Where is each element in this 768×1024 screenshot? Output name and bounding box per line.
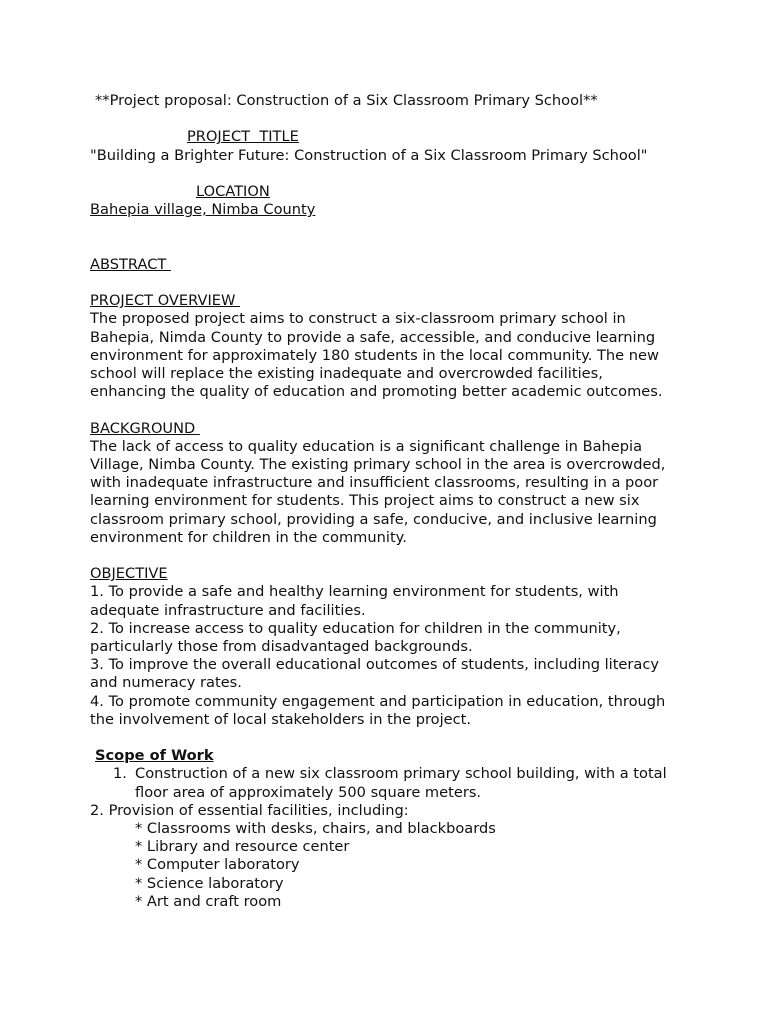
spacer bbox=[90, 165, 690, 183]
spacer bbox=[90, 729, 690, 747]
scope-item-text: Construction of a new six classroom primary school building, with a total floor area of approximately 500 square meters. bbox=[135, 765, 667, 801]
background-heading: BACKGROUND bbox=[90, 419, 200, 437]
facility-item: * Art and craft room bbox=[135, 892, 282, 910]
facility-item: * Library and resource center bbox=[135, 838, 350, 856]
objective-item: 2. To increase access to quality education for children in the community, particularly those from disadvantaged backgrounds. bbox=[90, 619, 621, 655]
scope-item: 2. Provision of essential facilities, including: bbox=[90, 801, 409, 819]
objective-heading: OBJECTIVE bbox=[90, 565, 168, 583]
facility-item: * Classrooms with desks, chairs, and blackboards bbox=[135, 820, 496, 838]
background-paragraph: The lack of access to quality education is a significant challenge in Bahepia Village, Nimba County. The existing primary school in the area is overcrowded, with inadequate infrastructure and insufficient classrooms, resulting in a poor learning environment for students. This project aims to construct a new six classroom primary school, providing a safe, conducive, and inclusive learning environment for children in the community. bbox=[90, 437, 666, 546]
objective-item: 1. To provide a safe and healthy learning environment for students, with adequate infrastructure and facilities. bbox=[90, 583, 619, 619]
overview-paragraph: The proposed project aims to construct a six-classroom primary school in Bahepia, Nimda County to provide a safe, accessible, and conducive learning environment for approximately 180 students in the local community. The new school will replace the existing inadequate and overcrowded facilities, enhancing the quality of education and promoting better academic outcomes. bbox=[90, 310, 663, 401]
project-title-label: PROJECT TITLE bbox=[187, 128, 299, 146]
overview-heading: PROJECT OVERVIEW bbox=[90, 292, 241, 310]
facility-item: * Computer laboratory bbox=[135, 856, 300, 874]
spacer bbox=[90, 219, 690, 255]
objective-item: 3. To improve the overall educational outcomes of students, including literacy and numeracy rates. bbox=[90, 656, 660, 692]
spacer bbox=[90, 547, 690, 565]
location-label: LOCATION bbox=[196, 182, 270, 200]
spacer bbox=[90, 274, 690, 292]
facility-item: * Science laboratory bbox=[135, 874, 284, 892]
abstract-heading: ABSTRACT bbox=[90, 255, 171, 273]
scope-heading: Scope of Work bbox=[95, 747, 214, 765]
document-page bbox=[90, 92, 690, 911]
project-title: "Building a Brighter Future: Construction of a Six Classroom Primary School" bbox=[90, 146, 648, 164]
spacer bbox=[90, 110, 690, 128]
scope-item-number: 1. bbox=[113, 765, 127, 783]
location-value: Bahepia village, Nimba County bbox=[90, 201, 316, 219]
scope-list bbox=[90, 765, 690, 801]
objective-item: 4. To promote community engagement and participation in education, through the involvement of local stakeholders in the project. bbox=[90, 692, 666, 728]
document-heading: **Project proposal: Construction of a Six Classroom Primary School** bbox=[95, 92, 598, 109]
spacer bbox=[90, 401, 690, 419]
scope-item bbox=[113, 765, 690, 801]
